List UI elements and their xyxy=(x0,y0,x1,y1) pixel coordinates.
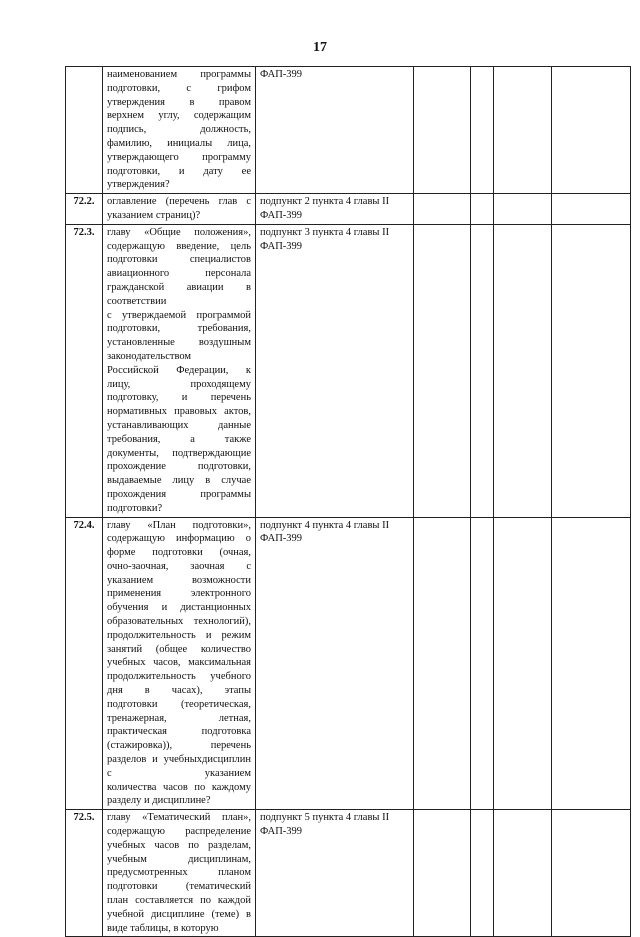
requirement-line: подготовки (тематический xyxy=(107,881,251,893)
requirement-line: содержащую информацию о xyxy=(107,533,251,545)
requirement-line: учебным дисциплинам, xyxy=(107,853,251,865)
requirement-line: утверждения в правом xyxy=(107,96,251,108)
requirement-line: учебных часов по разделам, xyxy=(107,839,251,851)
requirement-text xyxy=(103,810,256,937)
page-number: 17 xyxy=(313,40,327,55)
requirement-line: план составляется по каждой xyxy=(107,895,251,907)
requirement-line: прохождения программы xyxy=(107,488,251,500)
requirement-line: прохождение подготовки, xyxy=(107,461,251,473)
requirement-line: главу «План подготовки», xyxy=(107,519,251,531)
requirement-line: количества часов по каждому xyxy=(107,781,251,793)
requirement-line: авиационного персонала xyxy=(107,268,251,280)
requirement-line: учебной дисциплине (теме) в xyxy=(107,908,251,920)
requirement-line: с утверждаемой программой xyxy=(107,309,251,321)
empty-cell xyxy=(471,517,494,810)
requirement-line: верхнем углу, содержащим xyxy=(107,110,251,122)
requirement-line: законодательством xyxy=(107,350,192,362)
requirement-line: продолжительность учебного xyxy=(107,671,251,683)
item-number: 72.4. xyxy=(66,517,103,810)
table-row xyxy=(66,517,631,810)
item-number: 72.5. xyxy=(66,810,103,937)
empty-cell xyxy=(414,517,471,810)
empty-cell xyxy=(552,517,631,810)
requirement-line: оглавление (перечень глав с xyxy=(107,196,251,208)
requirement-line: подготовки? xyxy=(107,502,163,514)
requirement-line: обучения и дистанционных xyxy=(107,602,251,614)
table-row xyxy=(66,67,631,194)
requirement-line: продолжительность и режим xyxy=(107,629,251,641)
empty-cell xyxy=(414,224,471,517)
requirement-line: документы, подтверждающие xyxy=(107,447,251,459)
requirement-line: указанием возможности xyxy=(107,574,251,586)
empty-cell xyxy=(414,194,471,225)
requirement-line: форме подготовки (очная, xyxy=(107,547,251,559)
table-row xyxy=(66,224,631,517)
requirement-line: (стажировка)), перечень xyxy=(107,740,251,752)
requirement-line: содержащую введение, цель xyxy=(107,240,251,252)
requirement-line: подготовки, требования, xyxy=(107,323,251,335)
requirement-line: подготовку, и перечень xyxy=(107,392,251,404)
item-number: 72.2. xyxy=(66,194,103,225)
requirements-table xyxy=(65,66,631,937)
requirement-line: соответствии xyxy=(107,295,167,307)
requirement-line: требования, а также xyxy=(107,433,251,445)
requirement-line: разделу и дисциплине? xyxy=(107,795,211,807)
empty-cell xyxy=(494,224,552,517)
requirement-line: выдаваемые лицу в случае xyxy=(107,475,251,487)
empty-cell xyxy=(552,810,631,937)
requirement-line: утверждающего программу xyxy=(107,151,251,163)
requirement-line: подготовки (теоретическая, xyxy=(107,698,251,710)
empty-cell xyxy=(552,224,631,517)
regulation-reference: подпункт 4 пункта 4 главы II ФАП-399 xyxy=(256,517,414,810)
requirement-line: утверждения? xyxy=(107,179,170,191)
regulation-reference: ФАП-399 xyxy=(256,67,414,194)
requirement-line: подготовки специалистов xyxy=(107,254,251,266)
regulation-reference: подпункт 2 пункта 4 главы II ФАП-399 xyxy=(256,194,414,225)
empty-cell xyxy=(471,810,494,937)
requirement-text xyxy=(103,517,256,810)
requirement-line: фамилию, инициалы лица, xyxy=(107,137,251,149)
requirement-line: занятий (общее количество xyxy=(107,643,251,655)
requirement-line: содержащую распределение xyxy=(107,826,251,838)
requirement-line: установленные воздушным xyxy=(107,337,251,349)
requirement-line: подготовки, и дату ее xyxy=(107,165,251,177)
empty-cell xyxy=(494,194,552,225)
requirement-line: дня в часах), этапы xyxy=(107,685,251,697)
requirement-line: гражданской авиации в xyxy=(107,281,251,293)
requirement-line: подготовки, с грифом xyxy=(107,82,251,94)
empty-cell xyxy=(552,67,631,194)
regulation-reference: подпункт 5 пункта 4 главы II ФАП-399 xyxy=(256,810,414,937)
requirement-text xyxy=(103,224,256,517)
requirement-line: предусмотренных планом xyxy=(107,867,251,879)
empty-cell xyxy=(471,194,494,225)
requirement-line: тренажерная, летная, xyxy=(107,712,251,724)
requirement-text xyxy=(103,67,256,194)
requirement-line: разделов и учебныхдисциплин xyxy=(107,754,251,766)
requirement-line: Российской Федерации, к xyxy=(107,364,251,376)
empty-cell xyxy=(414,810,471,937)
item-number: 72.3. xyxy=(66,224,103,517)
empty-cell xyxy=(471,224,494,517)
requirement-line: учебных часов, максимальная xyxy=(107,657,251,669)
empty-cell xyxy=(552,194,631,225)
empty-cell xyxy=(494,67,552,194)
requirement-line: практическая подготовка xyxy=(107,726,251,738)
table-row xyxy=(66,810,631,937)
empty-cell xyxy=(471,67,494,194)
requirement-line: указанием страниц)? xyxy=(107,209,201,221)
requirement-line: очно-заочная, заочная с xyxy=(107,560,251,572)
empty-cell xyxy=(414,67,471,194)
item-number xyxy=(66,67,103,194)
table-row xyxy=(66,194,631,225)
requirement-line: нормативных правовых актов, xyxy=(107,406,251,418)
regulation-reference: подпункт 3 пункта 4 главы II ФАП-399 xyxy=(256,224,414,517)
requirement-line: образовательных технологий), xyxy=(107,616,251,628)
empty-cell xyxy=(494,517,552,810)
requirement-line: устанавливающих данные xyxy=(107,419,251,431)
requirement-line: наименованием программы xyxy=(107,69,251,80)
requirement-line: с указанием xyxy=(107,767,251,779)
requirement-line: виде таблицы, в которую xyxy=(107,922,219,934)
requirement-line: применения электронного xyxy=(107,588,251,600)
requirement-line: лицу, проходящему xyxy=(107,378,251,390)
requirement-text xyxy=(103,194,256,225)
requirement-line: главу «Тематический план», xyxy=(107,812,251,824)
empty-cell xyxy=(494,810,552,937)
requirement-line: главу «Общие положения», xyxy=(107,226,251,238)
requirement-line: подпись, должность, xyxy=(107,124,251,136)
